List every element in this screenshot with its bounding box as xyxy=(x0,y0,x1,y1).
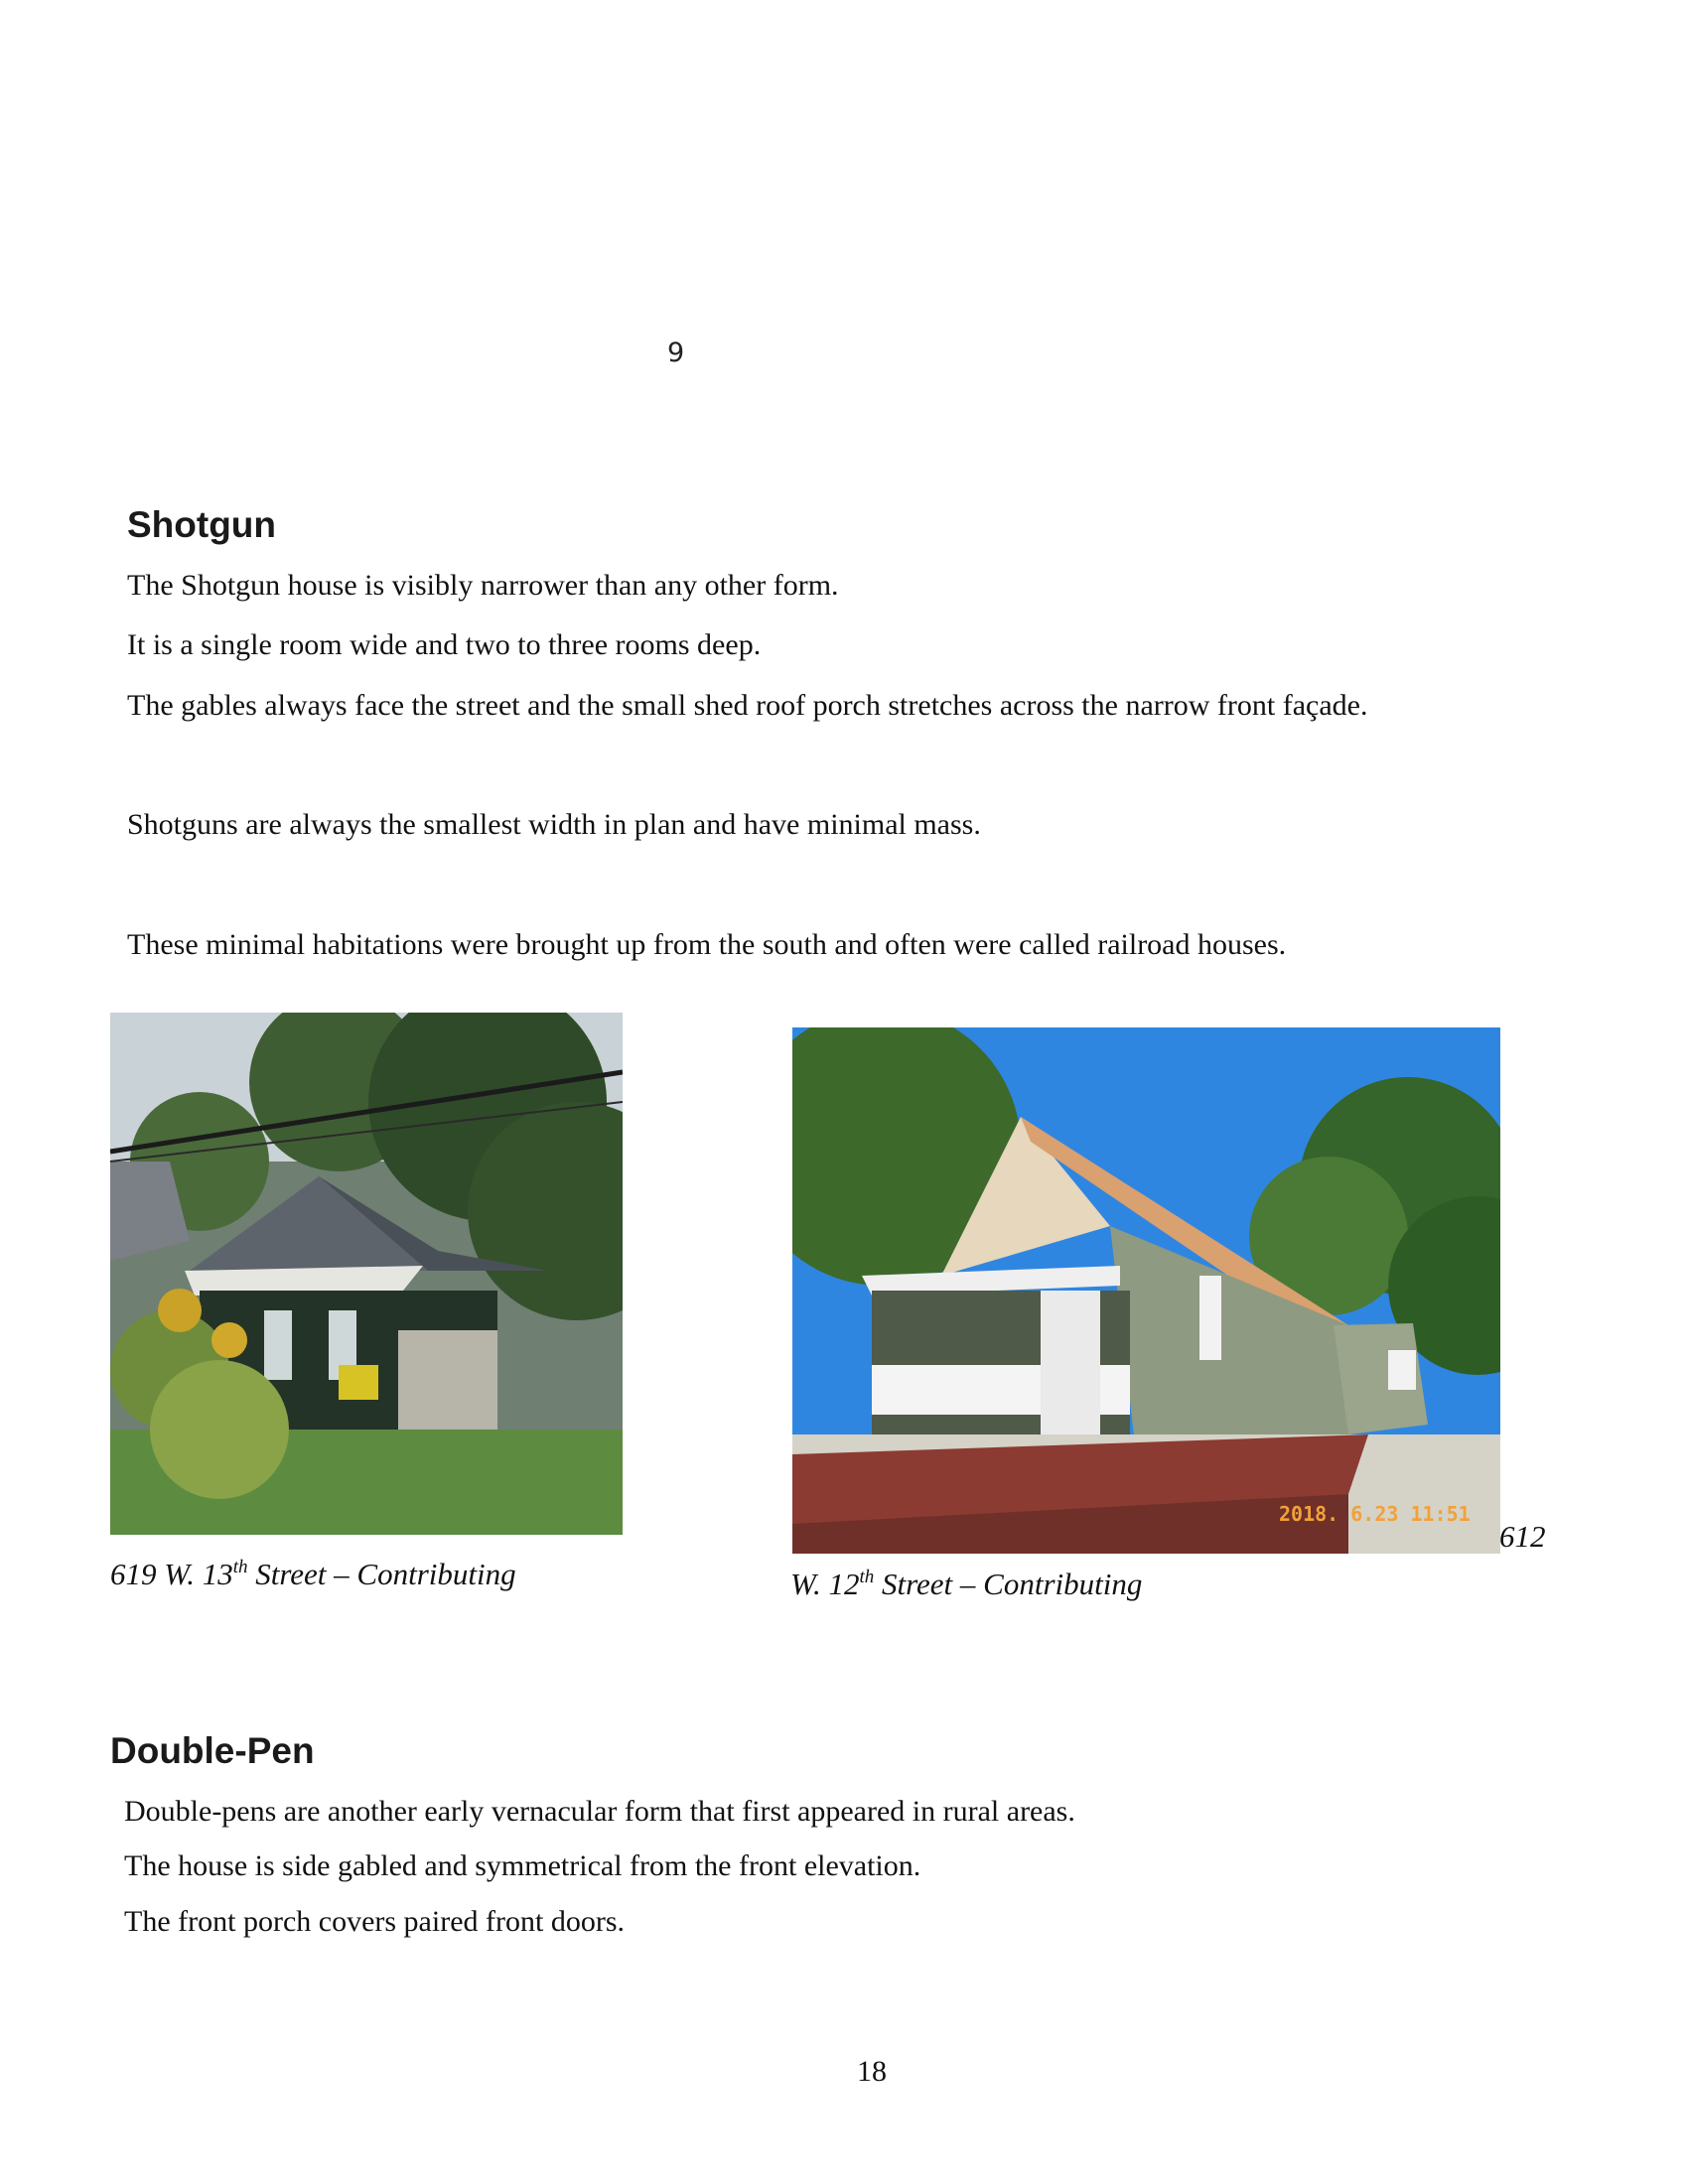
shotgun-paragraph-3: The gables always face the street and the small shed roof porch stretches across the narrow front façade. xyxy=(127,689,1368,722)
shotgun-heading: Shotgun xyxy=(127,504,277,545)
double-pen-paragraph-3: The front porch covers paired front doors. xyxy=(124,1905,625,1938)
photo-2-caption: W. 12th Street – Contributing xyxy=(790,1567,1143,1601)
photo-2-caption-number: 612 xyxy=(1499,1519,1546,1554)
double-pen-paragraph-2: The house is side gabled and symmetrical from the front elevation. xyxy=(124,1849,921,1882)
top-page-marker: 9 xyxy=(667,338,685,368)
shotgun-paragraph-4: Shotguns are always the smallest width in plan and have minimal mass. xyxy=(127,808,981,841)
double-pen-heading: Double-Pen xyxy=(110,1730,315,1771)
shotgun-paragraph-5: These minimal habitations were brought up from the south and often were called railroad houses. xyxy=(127,928,1287,961)
photo-date-stamp: 2018. 6.23 11:51 xyxy=(1279,1502,1471,1526)
page-number: 18 xyxy=(857,2055,887,2088)
shotgun-paragraph-2: It is a single room wide and two to three rooms deep. xyxy=(127,628,762,661)
photo-1-caption: 619 W. 13th Street – Contributing xyxy=(110,1557,516,1591)
photo-619-w-13th-street xyxy=(110,1013,623,1535)
double-pen-paragraph-1: Double-pens are another early vernacular form that first appeared in rural areas. xyxy=(124,1795,1075,1828)
photo-612-w-12th-street xyxy=(792,1027,1500,1554)
shotgun-paragraph-1: The Shotgun house is visibly narrower than any other form. xyxy=(127,569,839,602)
